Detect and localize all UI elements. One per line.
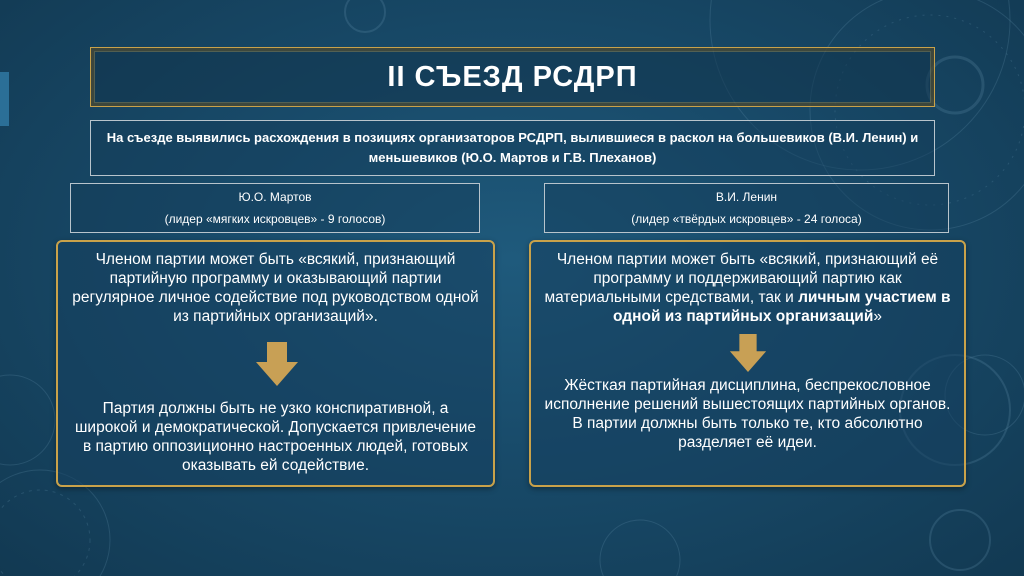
intro-text: На съезде выявились расхождения в позициях организаторов РСДРП, вылившиеся в раскол на большевиков (В.И. Ленин) и меньшевиков (Ю.О. Мартов и Г.В. Плеханов) (106, 130, 919, 165)
lenin-position-card (529, 240, 966, 487)
intro-box (90, 120, 935, 176)
down-arrow-icon (728, 334, 768, 372)
leader-lenin-name: В.И. Ленин (715, 190, 778, 204)
page-title: II СЪЕЗД РСДРП (387, 60, 638, 93)
leader-lenin-box (544, 183, 949, 233)
leader-lenin-subtitle: (лидер «твёрдых искровцев» - 24 голоса) (631, 212, 862, 226)
left-edge-tab (0, 72, 9, 126)
lenin-consequence: Жёсткая партийная дисциплина, беспрекословное исполнение решений вышестоящих партийных органов. В партии должны быть только те, кто абсолютно разделяет её идеи. (544, 377, 951, 451)
title-banner (90, 47, 935, 107)
lenin-definition (543, 250, 952, 326)
leader-martov-name: Ю.О. Мартов (238, 190, 312, 204)
leader-martov-box (70, 183, 480, 233)
leader-martov-subtitle: (лидер «мягких искровцев» - 9 голосов) (164, 212, 386, 226)
lenin-definition-bold: личным участием в одной из партийных организаций (613, 289, 951, 325)
martov-definition: Членом партии может быть «всякий, признающий партийную программу и оказывающий партии регулярное личное содействие под руководством одной из партийных организаций». (72, 251, 479, 325)
down-arrow-icon (256, 342, 298, 386)
martov-consequence: Партия должны быть не узко конспиративной, а широкой и демократической. Допускается привлечение в партию оппозиционно настроенных людей, готовых оказывать ей содействие. (75, 400, 476, 474)
lenin-definition-end: » (873, 308, 882, 325)
martov-position-card (56, 240, 495, 487)
lenin-definition-text: Членом партии может быть «всякий, признающий её программу и поддерживающий партию как материальными средствами, так и (544, 251, 939, 306)
